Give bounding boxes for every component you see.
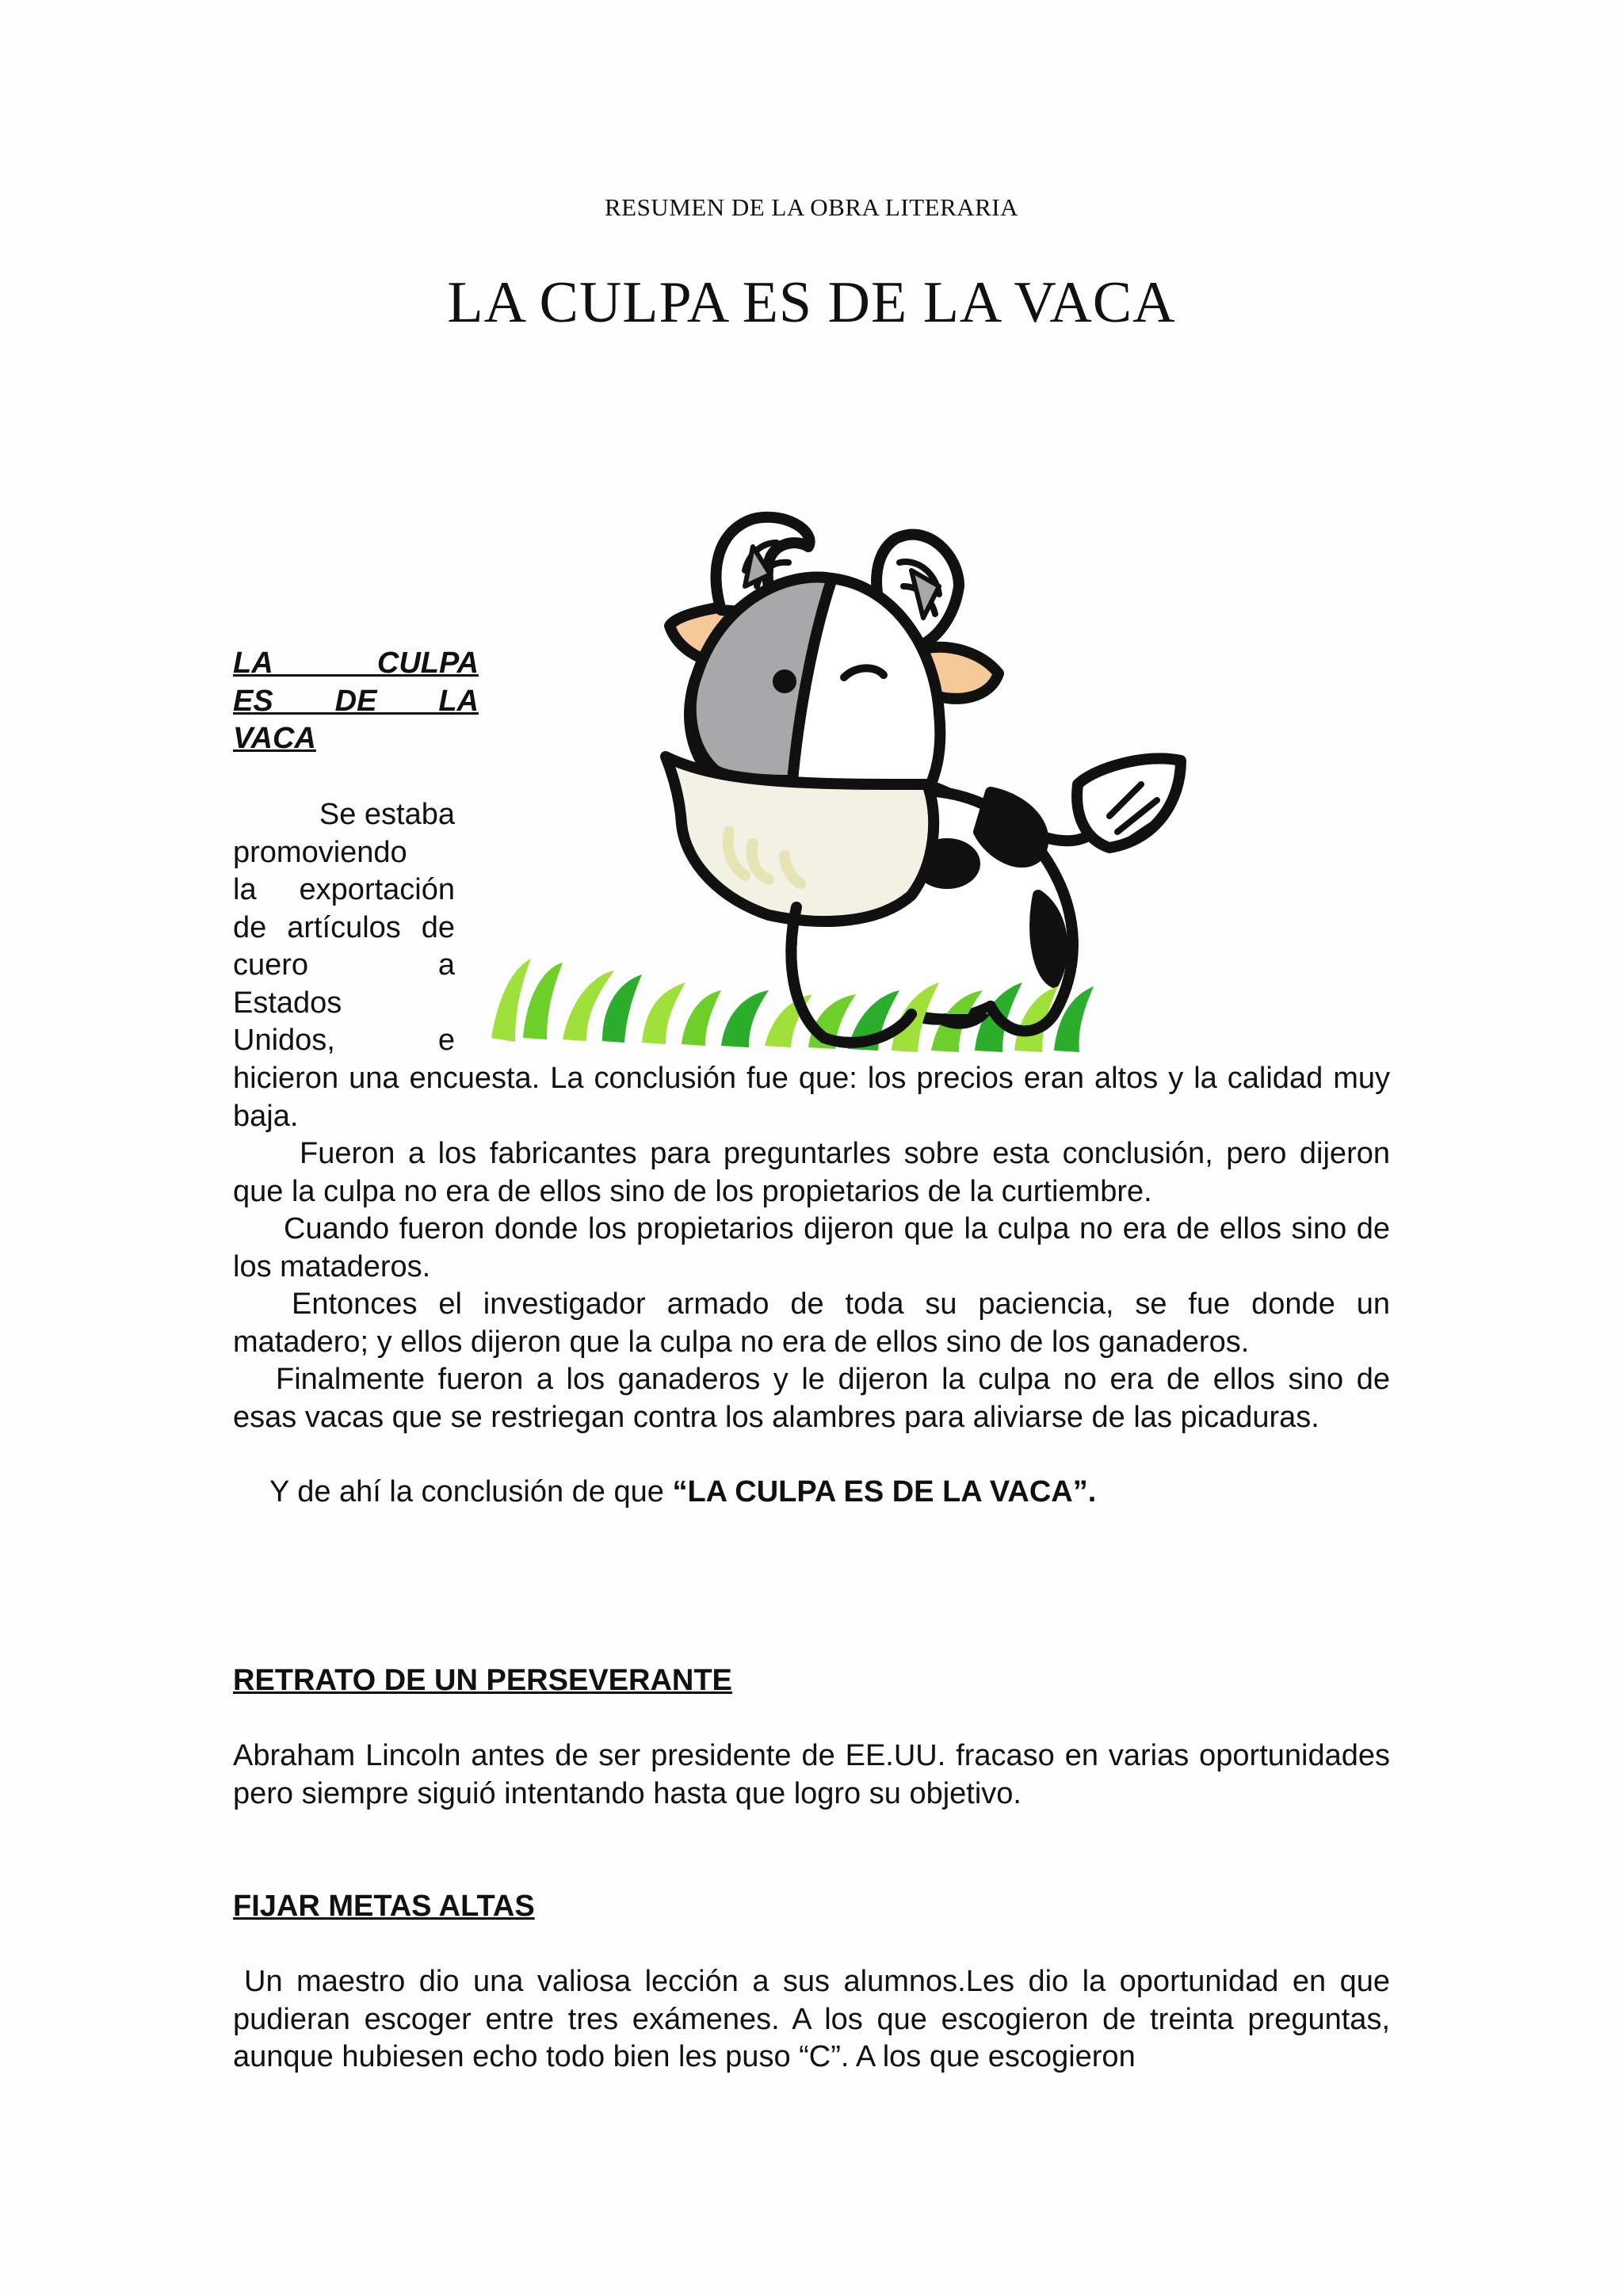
cow-left-eye — [773, 670, 796, 692]
story-heading-line: VACA — [233, 722, 316, 755]
story-paragraph: hicieron una encuesta. La conclusión fue que: los precios eran altos y la calidad muy baja. — [233, 1062, 1390, 1133]
section-paragraph-retrato: Abraham Lincoln antes de ser presidente de EE.UU. fracaso en varias oportunidades pero siempre siguió intentando hasta que logro su objetivo. — [233, 1739, 1390, 1810]
story-heading-line: LA CULPA — [233, 646, 479, 680]
story-heading-line: ES DE LA — [233, 684, 479, 718]
section-heading-retrato: RETRATO DE UN PERSEVERANTE — [233, 1664, 732, 1697]
document-header: RESUMEN DE LA OBRA LITERARIA — [604, 193, 1019, 221]
story-narrow-line: Unidos, e — [233, 1024, 455, 1057]
story-conclusion-text: Y de ahí la conclusión de que — [269, 1475, 673, 1508]
cow-muzzle — [666, 757, 934, 921]
story-narrow-line: Se estaba — [319, 798, 455, 831]
story-paragraph: Entonces el investigador armado de toda su paciencia, se fue donde un matadero; y ellos dijeron que la culpa no era de ellos sino de los ganaderos. — [233, 1287, 1390, 1359]
story-conclusion-bold: “LA CULPA ES DE LA VACA”. — [672, 1475, 1097, 1508]
story-paragraph: Cuando fueron donde los propietarios dijeron que la culpa no era de ellos sino de los mataderos. — [233, 1212, 1390, 1283]
document-title: LA CULPA ES DE LA VACA — [447, 270, 1176, 335]
story-paragraph: Fueron a los fabricantes para preguntarles sobre esta conclusión, pero dijeron que la culpa no era de ellos sino de los propietarios de la curtiembre. — [233, 1137, 1390, 1208]
story-narrow-line: cuero a — [233, 948, 455, 982]
story-narrow-line: la exportación — [233, 873, 455, 906]
story-narrow-line: Estados — [233, 986, 342, 1020]
story-narrow-line: de artículos de — [233, 911, 455, 944]
cow-tail-tuft — [1077, 758, 1181, 848]
cow-illustration — [483, 467, 1197, 1054]
story-conclusion — [233, 1474, 1390, 1512]
story-heading — [233, 645, 479, 758]
story-narrow-line: promoviendo — [233, 836, 407, 869]
section-paragraph-metas: Un maestro dio una valiosa lección a sus alumnos.Les dio la oportunidad en que pudieran escoger entre tres exámenes. A los que escogieron de treinta preguntas, aunque hubiesen echo todo bien les puso “C”. A los que escogieron — [233, 1965, 1390, 2073]
story-paragraph: Finalmente fueron a los ganaderos y le dijeron la culpa no era de ellos sino de esas vacas que se restriegan contra los alambres para aliviarse de las picaduras. — [233, 1363, 1390, 1434]
section-heading-metas: FIJAR METAS ALTAS — [233, 1890, 535, 1923]
